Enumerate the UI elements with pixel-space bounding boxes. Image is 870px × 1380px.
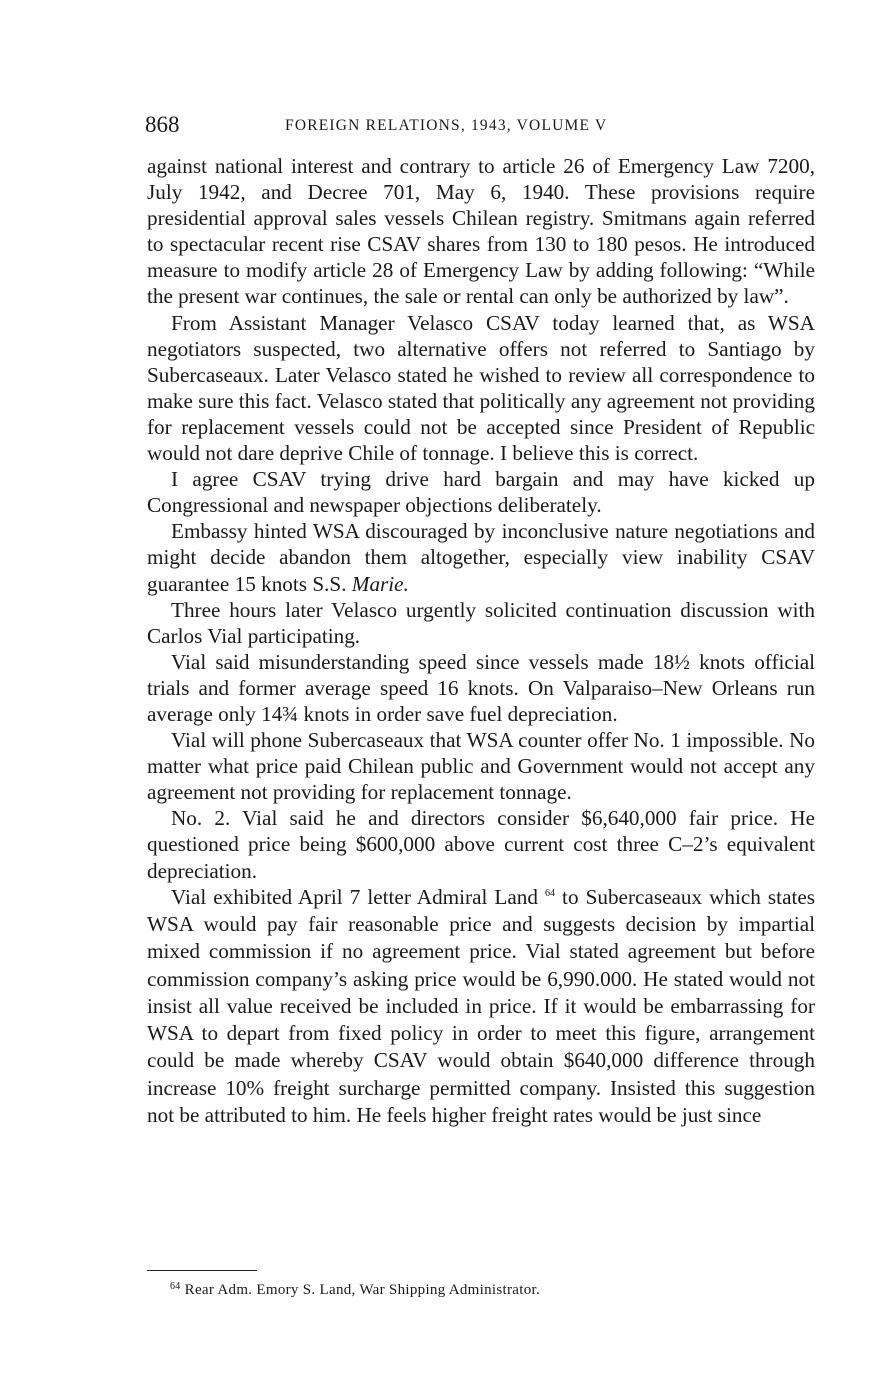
ship-name: Marie. [351, 571, 409, 596]
footnote [170, 1282, 540, 1299]
admiral-land-text-end: to Subercaseaux which states WSA would pay fair reasonable price and suggests decision by impartial mixed commission if no agreement price. Vial stated agreement but before commission company’s asking price would be 6,990.000. He stated would not insist all value received be included in price. If it would be embarrassing for WSA to depart from fixed policy in order to meet this figure, arrangement could be made whereby CSAV would obtain $640,000 difference through increase 10% freight surcharge permitted company. Insisted this suggestion not be attributed to him. He feels higher freight rates would be just since [147, 884, 816, 1127]
paragraph-admiral-land [147, 884, 815, 1130]
paragraph-speed: Vial said misunderstanding speed since vessels made 18½ knots official trials and former average speed 16 knots. On Valparaiso–New Orleans run average only 14¾ knots in order save fuel depreciation. [147, 649, 815, 726]
footnote-reference: 64 [545, 887, 556, 899]
footnote-number: 64 [170, 1281, 181, 1292]
footnote-divider [147, 1270, 257, 1271]
paragraph-continuation: against national interest and contrary to article 26 of Emergency Law 7200, July 1942, and Decree 701, May 6, 1940. These provisions require presidential approval sales vessels Chilean registry. Smitmans again referred to spectacular recent rise CSAV shares from 130 to 180 pesos. He introduced measure to modify article 28 of Emergency Law by adding following: “While the present war continues, the sale or rental can only be authorized by law”. [147, 154, 815, 309]
page-header [145, 112, 815, 142]
running-title: FOREIGN RELATIONS, 1943, VOLUME V [285, 117, 608, 134]
paragraph-phone: Vial will phone Subercaseaux that WSA counter offer No. 1 impossible. No matter what price paid Chilean public and Government would not accept any agreement not providing for replacement tonnage. [147, 728, 815, 805]
paragraph-velasco: From Assistant Manager Velasco CSAV today learned that, as WSA negotiators suspected, two alternative offers not referred to Santiago by Subercaseaux. Later Velasco stated he wished to review all correspondence to make sure this fact. Velasco stated that politically any agreement not providing for replacement vessels could not be accepted since President of Republic would not dare deprive Chile of tonnage. I believe this is correct. [147, 310, 815, 466]
embassy-text: Embassy hinted WSA discouraged by inconclusive nature negotiations and might decide abandon them altogether, especially view inability CSAV guarantee 15 knots S.S. [147, 519, 815, 596]
page-number: 868 [145, 112, 180, 137]
document-body [147, 153, 815, 1129]
paragraph-hard-bargain: I agree CSAV trying drive hard bargain and may have kicked up Congressional and newspaper objections deliberately. [147, 467, 815, 518]
paragraph-three-hours: Three hours later Velasco urgently solicited continuation discussion with Carlos Vial participating. [147, 597, 815, 648]
paragraph-price: No. 2. Vial said he and directors consider $6,640,000 fair price. He questioned price being $600,000 above current cost three C–2’s equivalent depreciation. [147, 806, 815, 883]
paragraph-embassy [147, 518, 815, 596]
footnote-text: Rear Adm. Emory S. Land, War Shipping Administrator. [184, 1282, 541, 1298]
admiral-land-text-start: Vial exhibited April 7 letter Admiral Land [171, 884, 538, 909]
